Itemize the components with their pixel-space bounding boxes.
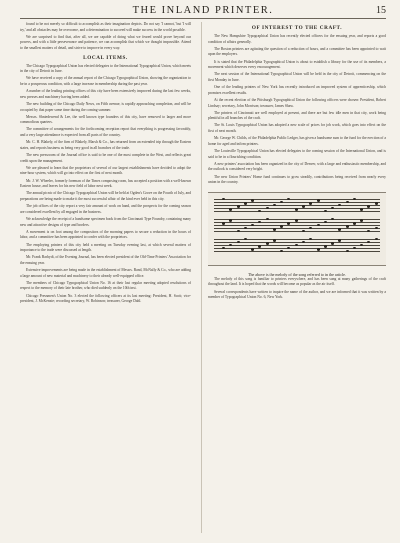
music-note <box>360 219 363 221</box>
paragraph: The next session of the International Typographical Union will be held in the city of Detroit, commencing on the first Monday in June. <box>208 72 386 82</box>
paragraph: Mr. C. H. Blakely, of the firm of Blakely, Marsh & Co., has returned from an extended trip through the Eastern states, and reports business as being very good in all branches of the trade. <box>20 140 191 150</box>
paragraph: The job offices of the city report a very fair amount of work on hand, and the prospects for the coming season are considered excellent by all engaged in the business. <box>20 204 191 214</box>
music-note <box>258 210 261 212</box>
music-note <box>229 219 232 221</box>
music-note <box>353 198 356 200</box>
staff-line <box>214 251 380 252</box>
paragraph: We are pleased to learn that the proprietors of several of our largest establishments have decided to adopt the nine-hour system, which will go into effect on the first of next month. <box>20 165 191 176</box>
paragraph: A new printers' association has been organized in the city of Denver, with a large and enthusiastic membership, and the outlook is considered very bright. <box>208 161 386 172</box>
paragraph: The Chicago Typographical Union has elected delegates to the International Typographical Union, which meets in the city of Detroit in June. <box>20 63 191 74</box>
music-note <box>273 239 276 241</box>
music-note <box>317 224 320 226</box>
right-column <box>208 22 386 533</box>
music-note <box>309 238 312 240</box>
music-note <box>251 248 254 250</box>
paragraph: The Louisville Typographical Union has elected delegates to the coming session of the International Union, and is said to be in a flourishing condition. <box>208 149 386 159</box>
music-note <box>280 225 283 227</box>
music-note <box>222 247 225 249</box>
music-note <box>295 244 298 246</box>
paragraph: One of the leading printers of New York has recently introduced an improved system of apprenticeship, which promises excellent results. <box>208 85 386 95</box>
music-note <box>309 202 312 204</box>
music-note <box>346 201 349 203</box>
paragraph: At the recent election of the Pittsburgh Typographical Union the following officers were chosen: President, Robert Lindsay; secretary, John Morrison; treasurer, James Shaw. <box>208 97 386 108</box>
music-note <box>302 230 305 232</box>
music-note <box>302 241 305 243</box>
paragraph: The Boston printers are agitating the question of a reduction of hours, and a committee has been appointed to wait upon the employers. <box>208 46 386 57</box>
music-staff <box>214 219 380 233</box>
music-note <box>237 205 240 207</box>
music-note <box>360 244 363 246</box>
music-note <box>331 218 334 220</box>
music-note <box>266 218 269 220</box>
music-note <box>280 250 283 252</box>
paragraph: We have received a copy of the annual report of the Chicago Typographical Union, showing the organization to be in a prosperous condition, with a large increase in membership during the past year. <box>20 76 191 86</box>
section-title: LOCAL ITEMS. <box>83 54 128 61</box>
paragraph: The members of Chicago Typographical Union No. 16 at their last regular meeting adopted resolutions of respect to the memory of their late brother, who died suddenly on the 10th inst. <box>20 280 191 291</box>
music-note <box>331 242 334 244</box>
music-note <box>266 242 269 244</box>
music-note <box>331 207 334 209</box>
paragraph: The St. Louis Typographical Union has adopted a new scale of prices for job work, which goes into effect on the first of next month. <box>208 123 386 134</box>
music-note <box>338 204 341 206</box>
music-note <box>375 202 378 204</box>
music-note <box>229 208 232 210</box>
paragraph: A number of the leading printing offices of this city have been extensively improved during the last few weeks, new presses and machinery having been added. <box>20 89 191 99</box>
paragraph: The employing printers of this city held a meeting on Tuesday evening last, at which several matters of importance to the trade were discussed at length. <box>20 242 191 253</box>
music-note <box>346 225 349 227</box>
sheet-music-figure <box>208 192 386 266</box>
paragraph: The new Union Printers' Home fund continues to grow steadily, contributions being received from nearly every union in the country. <box>208 174 386 185</box>
music-note <box>251 199 254 201</box>
staff-line <box>214 225 380 226</box>
music-note <box>353 247 356 249</box>
paragraph: Mr. Frank Barhydt, of the Evening Journal, has been elected president of the Old-Time Printers' Association for the ensuing year. <box>20 255 191 265</box>
music-note <box>251 224 254 226</box>
paragraph: Messrs. Shniedewend & Lee, the well known type founders of this city, have removed to larger and more commodious quarters. <box>20 114 191 125</box>
music-note <box>295 219 298 221</box>
paragraph: The annual picnic of the Chicago Typographical Union will be held at Ogden's Grove on the Fourth of July, and preparations are being made to make it the most successful affair of the kind ever held in this city. <box>20 191 191 201</box>
music-note <box>353 222 356 224</box>
paragraph: We acknowledge the receipt of a handsome specimen book from the Cincinnati Type Foundry, containing many new and attractive designs of type and borders. <box>20 216 191 227</box>
staff-line <box>214 211 380 212</box>
staff-line <box>214 228 380 229</box>
music-note <box>244 227 247 229</box>
paragraph: The new pressroom of the Journal office is said to be one of the most complete in the West, and reflects great credit upon the management. <box>20 153 191 163</box>
music-note <box>273 228 276 230</box>
music-note <box>317 199 320 201</box>
paragraph: found to be not merely so difficult to accomplish as their imagination depicts. Do not say 'I cannot,' but 'I will try,' and all obstacles may be overcome, and a determination to succeed will make success in the world possible. <box>20 22 191 32</box>
paragraph: Mr. J. W. Wheeler, formerly foreman of the Times composing room, has accepted a position with a well-known Eastern house, and leaves for his new field of labor next week. <box>20 178 191 189</box>
paragraph: The new building of the Chicago Daily News, on Fifth avenue, is rapidly approaching completion, and will be occupied by that paper some time during the coming summer. <box>20 101 191 112</box>
paragraph: The melody of this song is familiar to printers everywhere, and has been sung at many gatherings of the craft throughout the land. It is hoped that the words will become as popular as the air itself. <box>208 276 386 287</box>
music-note <box>222 198 225 200</box>
section-title: OF INTEREST TO THE CRAFT. <box>251 25 343 31</box>
staff-line <box>214 239 380 240</box>
music-caption: The above is the melody of the song referred to in the article. <box>248 271 346 277</box>
paragraph: The printers of Cincinnati are well employed at present, and there are but few idle men in that city, work being plentiful in all branches of the craft. <box>208 110 386 121</box>
staff-line <box>214 202 380 203</box>
music-note <box>324 210 327 212</box>
music-note <box>273 204 276 206</box>
music-note <box>266 207 269 209</box>
music-note <box>295 208 298 210</box>
music-note <box>280 201 283 203</box>
music-note <box>360 208 363 210</box>
music-note <box>317 248 320 250</box>
music-note <box>237 230 240 232</box>
paragraph: We are surprised to find that, after all, we are capable of doing what we feared would prove beyond our powers, and with a little perseverance and patience, we can accomplish that which we thought impossible. Attend to the smallest matters of detail, and strive to improve in every way. <box>20 34 191 50</box>
paragraph: The committee of arrangements for the forthcoming reception report that everything is progressing favorably, and a very large attendance is expected from all parts of the country. <box>20 127 191 138</box>
music-note <box>375 238 378 240</box>
left-column <box>20 22 191 533</box>
music-note <box>222 222 225 224</box>
music-note <box>258 221 261 223</box>
music-staff <box>214 239 380 253</box>
paragraph: It is stated that the Philadelphia Typographical Union is about to establish a library for the use of its members, a movement which deserves every encouragement. <box>208 59 386 70</box>
music-note <box>237 241 240 243</box>
column-divider <box>201 22 202 533</box>
music-staff <box>214 199 380 213</box>
music-note <box>244 202 247 204</box>
page-number: 15 <box>376 5 386 16</box>
header-rule <box>20 18 386 19</box>
paragraph: Extensive improvements are being made in the establishment of Messrs. Rand, McNally & Co., who are adding a large amount of new material and machinery to their already well-equipped office. <box>20 268 191 278</box>
music-note <box>346 250 349 252</box>
music-note <box>324 245 327 247</box>
music-note <box>302 205 305 207</box>
paragraph: Mr. George W. Childs, of the Philadelphia Public Ledger, has given a handsome sum to the fund for the erection of a home for aged and infirm printers. <box>208 136 386 146</box>
music-note <box>375 227 378 229</box>
music-note <box>309 227 312 229</box>
paragraph: A movement is on foot among the compositors of the morning papers to secure a reduction in the hours of labor, and a committee has been appointed to confer with the proprietors. <box>20 229 191 240</box>
paragraph: Chicago Pressmen's Union No. 3 elected the following officers at its last meeting: President, H. Scott; vice-president, J. McKenzie; recording secretary, W. Robinson; treasurer, George Dahl. <box>20 293 191 304</box>
music-note <box>229 244 232 246</box>
music-note <box>244 238 247 240</box>
page-header <box>20 5 386 19</box>
paragraph: The New Hampshire Typographical Union has recently elected officers for the ensuing year, and reports a good condition of affairs generally. <box>208 34 386 44</box>
paragraph: Several correspondents have written to inquire the name of the author, and we are informed that it was written by a member of Typographical Union No. 6, New York. <box>208 289 386 300</box>
music-note <box>324 221 327 223</box>
running-head: THE INLAND PRINTER. <box>132 5 274 16</box>
